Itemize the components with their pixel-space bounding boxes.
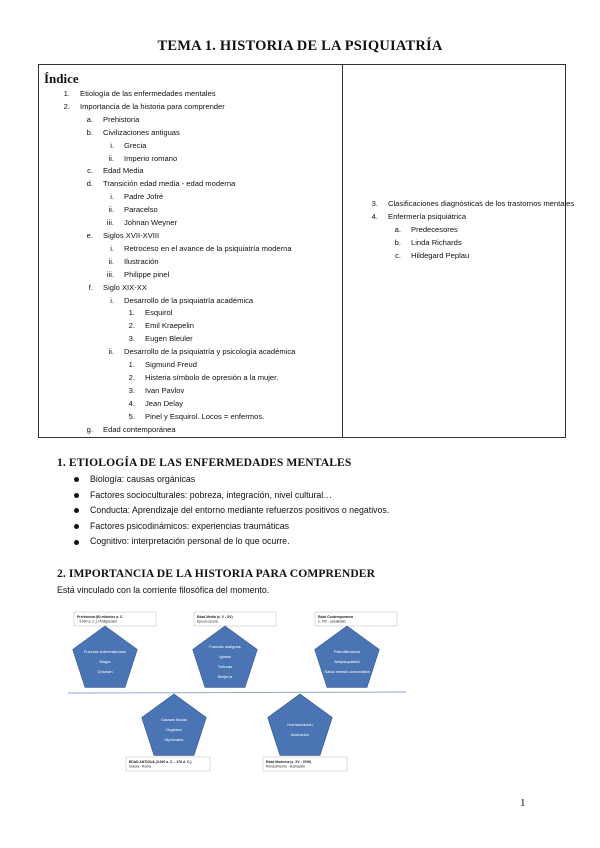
toc-item xyxy=(50,101,295,114)
index-divider xyxy=(342,64,343,438)
toc-item-label: Grecia xyxy=(124,140,147,150)
era-pentagon-bottom-0 xyxy=(142,694,207,756)
toc-item-number: i. xyxy=(110,243,114,253)
toc-item-label: Transición edad media - edad moderna xyxy=(103,179,236,189)
toc-item-number: ii. xyxy=(108,347,114,357)
history-timeline-diagram xyxy=(60,610,410,775)
toc-item-label: Paracelso xyxy=(124,205,158,215)
toc-item-label: Sigmund Freud xyxy=(145,360,197,370)
bullet-item xyxy=(74,534,389,550)
toc-item xyxy=(50,140,295,153)
toc-item-number: 2. xyxy=(128,372,135,382)
toc-item-number: 5. xyxy=(128,411,135,421)
bullet-icon xyxy=(74,493,79,498)
era-label-bottom-1-subtitle: Renacimiento · Ilustración xyxy=(266,764,306,769)
toc-item-label: Siglo XIX-XX xyxy=(103,282,147,292)
toc-item-number: iii. xyxy=(106,269,114,279)
bullet-text: Conducta: Aprendizaje del entorno mediante refuerzos positivos o negativos. xyxy=(90,505,390,516)
toc-item-label: Pinel y Esquirol. Locos = enfermos. xyxy=(145,411,265,421)
toc-item xyxy=(50,153,295,166)
toc-item xyxy=(50,217,295,230)
toc-item-number: 1. xyxy=(63,89,70,98)
era-pentagon-bottom-0-label: Hipócrates xyxy=(164,737,184,742)
toc-item-number: f. xyxy=(88,282,93,292)
toc-item xyxy=(358,224,578,237)
toc-item xyxy=(50,372,295,385)
toc-item-label: Prehistoria xyxy=(103,114,140,124)
toc-item xyxy=(50,398,295,411)
toc-item xyxy=(50,204,295,217)
era-pentagon-top-2-label: Antipsiquiatría xyxy=(334,659,360,664)
toc-item-number: d. xyxy=(86,179,93,189)
toc-item xyxy=(50,114,295,127)
bullet-icon xyxy=(74,477,79,482)
toc-item-label: Histeria símbolo de opresión a la mujer. xyxy=(145,372,279,382)
toc-item xyxy=(50,127,295,140)
toc-item xyxy=(50,385,295,398)
era-label-bottom-1-title: Edad Moderna (s. XV - XVIII) xyxy=(266,759,312,764)
era-label-bottom-0-subtitle: Grecia · Roma xyxy=(129,764,152,769)
era-label-top-0-subtitle: - 3.000 a. C.) / Antigüedad xyxy=(77,619,117,624)
toc-item-number: i. xyxy=(110,192,114,202)
era-pentagon-top-1-label: Brujería xyxy=(217,674,233,679)
toc-item xyxy=(50,333,295,346)
era-pentagon-top-1-label: Fuerzas malignas xyxy=(209,644,241,649)
toc-item-number: 3. xyxy=(128,385,135,395)
era-pentagon-top-1-label: Iglesia xyxy=(219,654,231,659)
toc-item xyxy=(50,88,295,101)
toc-item-number: 1. xyxy=(128,360,135,370)
era-label-bottom-0-title: EDAD ANTIGUA (3.000 a. C. - 476 d. C.) xyxy=(129,759,192,764)
toc-item-label: Philippe pinel xyxy=(124,269,170,279)
index-left-column xyxy=(50,88,295,436)
era-label-top-1-subtitle: Época oscura xyxy=(197,619,218,624)
page-title: TEMA 1. HISTORIA DE LA PSIQUIATRÍA xyxy=(157,38,443,54)
section1-bullet-list xyxy=(74,472,389,550)
toc-item xyxy=(50,256,295,269)
toc-item-number: i. xyxy=(110,295,114,305)
bullet-item xyxy=(74,503,389,519)
bullet-text: Cognitivo: interpretación personal de lo que ocurre. xyxy=(90,536,290,547)
toc-item xyxy=(358,211,578,224)
toc-item-number: c. xyxy=(87,166,93,176)
era-pentagon-bottom-0-label: Causas físicas xyxy=(160,717,188,722)
era-pentagon-top-0-label: Magia xyxy=(99,659,111,664)
toc-item-label: Siglos XVII-XVIII xyxy=(103,230,160,240)
toc-item-number: iii. xyxy=(106,218,114,228)
toc-item-label: Imperio romano xyxy=(124,153,178,163)
toc-item-label: Clasificaciones diagnósticas de los trastornos mentales xyxy=(388,199,575,208)
toc-item-label: Desarrollo de la psiquiatría académica xyxy=(124,295,254,305)
toc-item-label: Predecesores xyxy=(411,224,458,234)
section2-subtitle: Está vinculado con la corriente filosófica del momento. xyxy=(57,585,270,595)
toc-item-label: Desarrollo de la psiquiatría y psicología académica xyxy=(124,347,296,357)
toc-item-label: Importancia de la historia para comprender xyxy=(80,101,225,111)
bullet-item xyxy=(74,519,389,535)
era-pentagon-bottom-1-label: Ilustración xyxy=(290,732,310,737)
toc-item-label: Emil Kraepelin xyxy=(145,321,194,331)
bullet-icon xyxy=(74,540,79,545)
toc-item-label: Ivan Pavlov xyxy=(145,385,185,395)
toc-item-label: Jean Delay xyxy=(145,398,183,408)
toc-item-number: a. xyxy=(394,224,401,234)
index-heading: Índice xyxy=(44,71,79,86)
toc-item xyxy=(50,165,295,178)
index-right-column xyxy=(358,198,578,263)
toc-item-number: b. xyxy=(394,237,401,247)
toc-item xyxy=(50,359,295,372)
toc-item-number: 4. xyxy=(371,211,378,221)
era-pentagon-top-2 xyxy=(315,626,380,688)
toc-item xyxy=(50,282,295,295)
toc-item xyxy=(358,198,578,211)
bullet-item xyxy=(74,472,389,488)
toc-item-label: Retroceso en el avance de la psiquiatría moderna xyxy=(124,243,292,253)
toc-item-label: Civilizaciones antiguas xyxy=(103,127,180,137)
toc-item-number: b. xyxy=(86,127,93,137)
toc-item-label: Ilustración xyxy=(124,256,159,266)
toc-item-label: Etiología de las enfermedades mentales xyxy=(80,89,216,98)
toc-item-number: c. xyxy=(395,250,401,260)
bullet-icon xyxy=(74,508,79,513)
timeline-line xyxy=(68,692,406,693)
toc-item-number: i. xyxy=(110,140,114,150)
toc-item-number: 3. xyxy=(371,199,378,208)
toc-item-label: Hildegard Peplau xyxy=(411,250,470,260)
toc-item-number: 1. xyxy=(128,308,135,318)
section2-heading: 2. IMPORTANCIA DE LA HISTORIA PARA COMPRENDER xyxy=(57,567,376,580)
era-pentagon-top-2-label: Psicofármacos xyxy=(333,649,361,654)
era-pentagon-bottom-0-label: Orgánico xyxy=(165,727,183,732)
era-label-top-0-title: Prehistoria (60 milenios a. C. xyxy=(77,614,124,619)
toc-item-number: g. xyxy=(86,424,93,434)
toc-item-number: ii. xyxy=(108,256,114,266)
toc-item xyxy=(358,250,578,263)
toc-item-label: Enfermería psiquiátrica xyxy=(388,211,467,221)
toc-item-number: e. xyxy=(86,230,93,240)
toc-item xyxy=(50,307,295,320)
bullet-text: Factores psicodinámicos: experiencias traumáticas xyxy=(90,520,289,531)
era-label-top-1-title: Edad Media (s. V - XV) xyxy=(197,614,233,619)
era-pentagon-top-0-label: Chamán xyxy=(97,669,113,674)
bullet-text: Biología: causas orgánicas xyxy=(90,474,196,484)
toc-item xyxy=(50,243,295,256)
era-pentagon-bottom-1-label: Humanización xyxy=(287,722,313,727)
bullet-icon xyxy=(74,524,79,529)
era-label-top-2-title: Edad Contemporánea xyxy=(318,614,354,619)
toc-item-number: ii. xyxy=(108,205,114,215)
toc-item-number: 3. xyxy=(128,334,135,344)
toc-item-number: ii. xyxy=(108,153,114,163)
era-label-top-2-subtitle: s. XIX - actualidad xyxy=(318,619,346,624)
toc-item-label: Edad contemporánea xyxy=(103,424,176,434)
era-pentagon-top-0-label: Fuerzas sobrenaturales xyxy=(83,649,127,654)
era-pentagon-top-2-label: Salud mental comunitaria xyxy=(324,669,370,674)
bullet-text: Factores socioculturales: pobreza, integración, nivel cultural… xyxy=(90,489,333,500)
toc-item-number: 4. xyxy=(128,398,135,408)
toc-item-number: a. xyxy=(86,114,93,124)
toc-item-label: Linda Richards xyxy=(411,237,462,247)
toc-item xyxy=(50,178,295,191)
page-number: 1 xyxy=(520,797,526,809)
toc-item-number: 2. xyxy=(128,321,135,331)
toc-item-label: Johnan Weyner xyxy=(124,218,178,228)
toc-item xyxy=(50,346,295,359)
toc-item-label: Eugen Bleuler xyxy=(145,334,193,344)
toc-item xyxy=(50,411,295,424)
toc-item xyxy=(50,230,295,243)
toc-item xyxy=(50,295,295,308)
toc-item xyxy=(50,269,295,282)
toc-item-number: 2. xyxy=(63,101,70,111)
section1-heading: 1. ETIOLOGÍA DE LAS ENFERMEDADES MENTALES xyxy=(57,456,352,469)
toc-item xyxy=(50,424,295,437)
era-pentagon-top-0 xyxy=(73,626,138,688)
toc-item-label: Edad Media xyxy=(103,166,144,176)
era-pentagon-top-1-label: Torturas xyxy=(217,664,233,669)
bullet-item xyxy=(74,488,389,504)
toc-item xyxy=(50,191,295,204)
toc-item xyxy=(358,237,578,250)
toc-item xyxy=(50,320,295,333)
toc-item-label: Padre Jofré xyxy=(124,192,164,202)
toc-item-label: Esquirol xyxy=(145,308,173,318)
